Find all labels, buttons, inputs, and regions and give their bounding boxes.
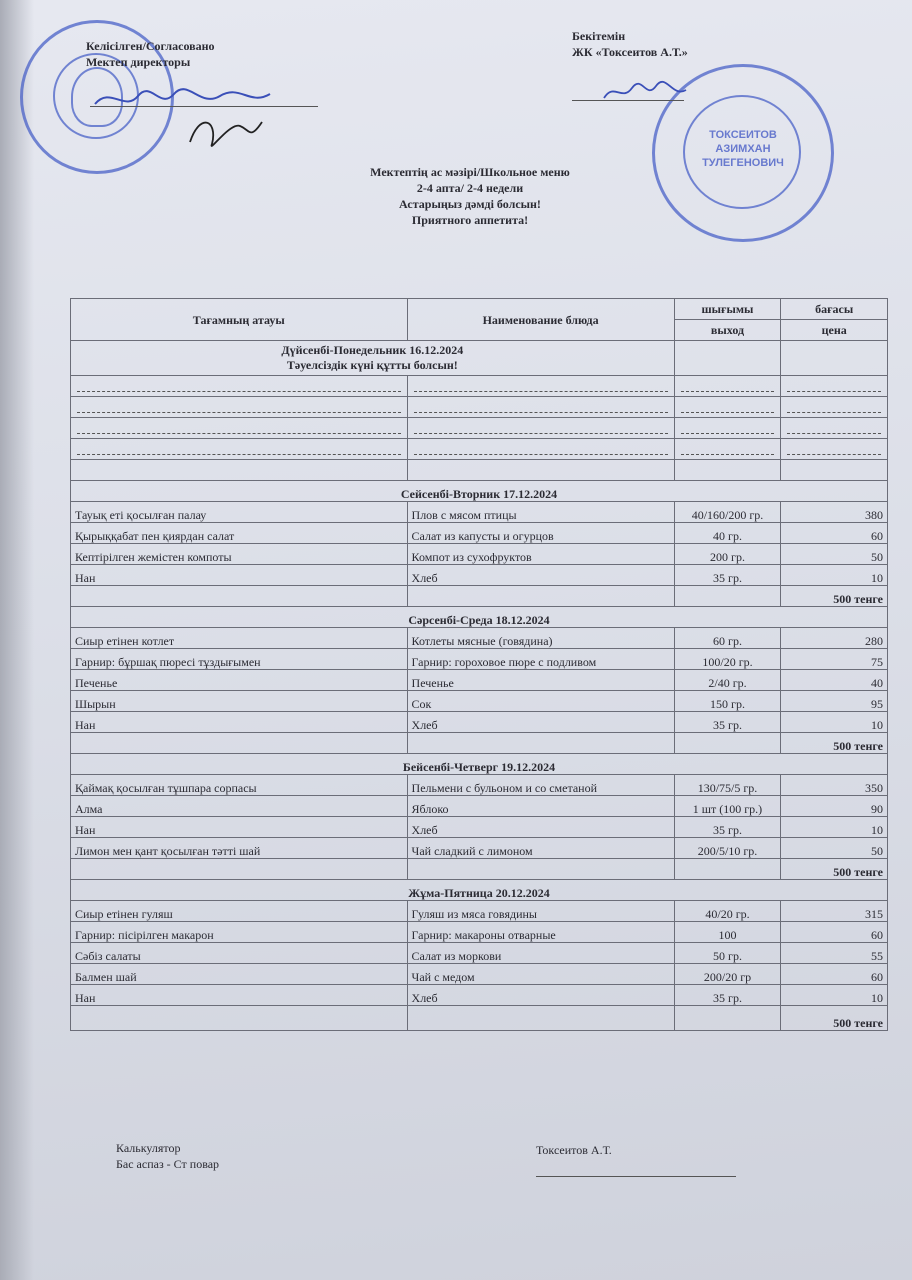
dish-ru: Чай сладкий с лимоном <box>407 838 674 859</box>
dish-output: 100 <box>674 922 781 943</box>
chef-label: Бас аспаз - Ст повар <box>116 1157 220 1171</box>
approved-label: Бекітемін <box>572 29 626 43</box>
dish-ru: Пельмени с бульоном и со сметаной <box>407 775 674 796</box>
menu-title <box>300 164 640 228</box>
dish-output: 35 гр. <box>674 985 781 1006</box>
total-row <box>71 733 888 754</box>
table-row <box>71 691 888 712</box>
dish-kz: Кептірілген жемістен компоты <box>71 544 408 565</box>
total-row <box>71 1006 888 1031</box>
dish-output: 60 гр. <box>674 628 781 649</box>
approver-signature <box>600 78 690 108</box>
dish-kz: Алма <box>71 796 408 817</box>
table-row <box>71 796 888 817</box>
dish-output: 130/75/5 гр. <box>674 775 781 796</box>
dish-kz: Нан <box>71 565 408 586</box>
dish-output: 200/5/10 гр. <box>674 838 781 859</box>
dish-kz: Лимон мен қант қосылған тәтті шай <box>71 838 408 859</box>
dish-ru: Сок <box>407 691 674 712</box>
stamp-text-line: ТОКСЕИТОВ <box>709 129 777 141</box>
table-row <box>71 649 888 670</box>
day-total: 500 тенге <box>781 1006 888 1031</box>
stamp-text-line: АЗИМХАН <box>715 143 771 155</box>
table-row <box>71 565 888 586</box>
stamp-text-line: ТУЛЕГЕНОВИЧ <box>702 157 784 169</box>
dish-kz: Нан <box>71 712 408 733</box>
dish-price: 350 <box>781 775 888 796</box>
dish-price: 95 <box>781 691 888 712</box>
footer-signature-line <box>536 1176 736 1177</box>
approval-block-left <box>86 38 215 70</box>
table-row <box>71 397 888 418</box>
day-header-thursday: Бейсенбі-Четверг 19.12.2024 <box>71 754 888 775</box>
dish-output: 200 гр. <box>674 544 781 565</box>
footer-left <box>116 1140 219 1172</box>
table-row <box>71 670 888 691</box>
table-row <box>71 523 888 544</box>
header-price-ru: цена <box>781 320 888 341</box>
table-row <box>71 985 888 1006</box>
dish-ru: Хлеб <box>407 985 674 1006</box>
dish-output: 40/20 гр. <box>674 901 781 922</box>
table-row <box>71 838 888 859</box>
menu-title-line: Мектептің ас мәзірі/Школьное меню <box>370 165 570 179</box>
dish-kz: Сиыр етінен гуляш <box>71 901 408 922</box>
dish-price: 90 <box>781 796 888 817</box>
dish-output: 2/40 гр. <box>674 670 781 691</box>
dish-ru: Хлеб <box>407 712 674 733</box>
table-row <box>71 544 888 565</box>
day-total: 500 тенге <box>781 859 888 880</box>
dish-price: 50 <box>781 544 888 565</box>
table-row <box>71 502 888 523</box>
director-signature <box>90 82 330 162</box>
dish-kz: Тауық еті қосылған палау <box>71 502 408 523</box>
table-row <box>71 628 888 649</box>
dish-ru: Хлеб <box>407 817 674 838</box>
header-output-kz: шығымы <box>674 299 781 320</box>
footer-right-name: Токсеитов А.Т. <box>536 1143 612 1157</box>
dish-ru: Хлеб <box>407 565 674 586</box>
dish-output: 1 шт (100 гр.) <box>674 796 781 817</box>
approval-block-right <box>572 28 688 60</box>
empty-cell <box>781 341 888 376</box>
table-row <box>71 439 888 460</box>
dish-ru: Яблоко <box>407 796 674 817</box>
dish-kz: Шырын <box>71 691 408 712</box>
dish-ru: Компот из сухофруктов <box>407 544 674 565</box>
dish-price: 50 <box>781 838 888 859</box>
table-row <box>71 376 888 397</box>
dish-price: 60 <box>781 964 888 985</box>
dish-kz: Сиыр етінен котлет <box>71 628 408 649</box>
dish-output: 35 гр. <box>674 817 781 838</box>
table-row <box>71 901 888 922</box>
dish-kz: Нан <box>71 985 408 1006</box>
table-row <box>71 418 888 439</box>
dish-ru: Гарнир: гороховое пюре с подливом <box>407 649 674 670</box>
total-row <box>71 859 888 880</box>
greeting-ru: Приятного аппетита! <box>411 213 529 227</box>
day-header-friday: Жұма-Пятница 20.12.2024 <box>71 880 888 901</box>
dish-price: 315 <box>781 901 888 922</box>
dish-output: 40 гр. <box>674 523 781 544</box>
dish-ru: Салат из капусты и огурцов <box>407 523 674 544</box>
header-price-kz: бағасы <box>781 299 888 320</box>
table-row <box>71 712 888 733</box>
dish-price: 60 <box>781 523 888 544</box>
dish-price: 380 <box>781 502 888 523</box>
header-dish-ru: Наименование блюда <box>407 299 674 341</box>
dish-price: 10 <box>781 712 888 733</box>
dish-kz: Печенье <box>71 670 408 691</box>
menu-table <box>70 298 888 1031</box>
dish-ru: Печенье <box>407 670 674 691</box>
entrepreneur-label: ЖК «Токсеитов А.Т.» <box>572 45 688 59</box>
day-header-monday <box>71 341 675 376</box>
page-shadow <box>0 0 34 1280</box>
dish-ru: Плов с мясом птицы <box>407 502 674 523</box>
day-total: 500 тенге <box>781 733 888 754</box>
dish-price: 10 <box>781 985 888 1006</box>
dish-output: 35 гр. <box>674 712 781 733</box>
dish-output: 150 гр. <box>674 691 781 712</box>
header-dish-kz: Тағамның атауы <box>71 299 408 341</box>
dish-output: 50 гр. <box>674 943 781 964</box>
table-row <box>71 460 888 481</box>
dish-ru: Салат из моркови <box>407 943 674 964</box>
dish-output: 200/20 гр <box>674 964 781 985</box>
dish-kz: Қаймақ қосылған тұшпара сорпасы <box>71 775 408 796</box>
dish-price: 10 <box>781 817 888 838</box>
dish-price: 40 <box>781 670 888 691</box>
dish-ru: Гуляш из мяса говядины <box>407 901 674 922</box>
dish-output: 40/160/200 гр. <box>674 502 781 523</box>
empty-cell <box>674 341 781 376</box>
total-row <box>71 586 888 607</box>
dish-kz: Қырыққабат пен қиярдан салат <box>71 523 408 544</box>
dish-ru: Гарнир: макароны отварные <box>407 922 674 943</box>
day-header-wednesday: Сәрсенбі-Среда 18.12.2024 <box>71 607 888 628</box>
dish-kz: Гарнир: пісірілген макарон <box>71 922 408 943</box>
table-row <box>71 943 888 964</box>
dish-price: 55 <box>781 943 888 964</box>
dish-kz: Нан <box>71 817 408 838</box>
calculator-label: Калькулятор <box>116 1141 181 1155</box>
dish-price: 60 <box>781 922 888 943</box>
table-row <box>71 775 888 796</box>
dish-price: 280 <box>781 628 888 649</box>
director-label: Мектеп директоры <box>86 55 191 69</box>
dish-output: 100/20 гр. <box>674 649 781 670</box>
dish-ru: Котлеты мясные (говядина) <box>407 628 674 649</box>
dish-price: 10 <box>781 565 888 586</box>
dish-output: 35 гр. <box>674 565 781 586</box>
day-header-tuesday: Сейсенбі-Вторник 17.12.2024 <box>71 481 888 502</box>
day-total: 500 тенге <box>781 586 888 607</box>
table-row <box>71 964 888 985</box>
day-title: Дүйсенбі-Понедельник 16.12.2024 <box>281 343 464 357</box>
header-output-ru: выход <box>674 320 781 341</box>
table-row <box>71 922 888 943</box>
dish-kz: Гарнир: бұршақ пюресі тұздығымен <box>71 649 408 670</box>
dish-kz: Балмен шай <box>71 964 408 985</box>
menu-weeks-line: 2-4 апта/ 2-4 недели <box>416 181 524 195</box>
agreed-label: Келісілген/Согласовано <box>86 39 215 53</box>
table-row <box>71 817 888 838</box>
dish-kz: Сәбіз салаты <box>71 943 408 964</box>
greeting-kz: Астарыңыз дәмді болсын! <box>399 197 541 211</box>
dish-ru: Чай с медом <box>407 964 674 985</box>
dish-price: 75 <box>781 649 888 670</box>
holiday-greeting: Тәуелсіздік күні құтты болсын! <box>286 358 458 372</box>
